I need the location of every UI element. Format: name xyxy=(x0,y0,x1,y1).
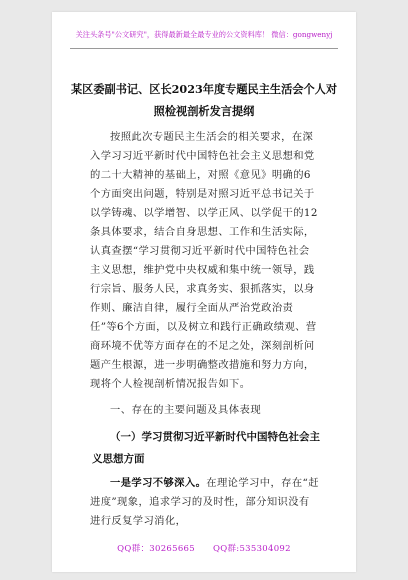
point-lead: 一是学习不够深入。 xyxy=(110,477,207,489)
footer-qq-group-1: QQ群：30265665 xyxy=(117,544,195,554)
footer-contacts xyxy=(52,542,356,554)
document-page xyxy=(52,12,356,572)
header-divider xyxy=(70,48,338,49)
section-heading: 一、存在的主要问题及具体表现 xyxy=(110,404,262,416)
header-banner: 关注头条号"公文研究"，获得最新最全最专业的公文资料库！ 微信：gongwenyj xyxy=(75,30,333,39)
footer-qq-group-2: QQ群:535304092 xyxy=(212,544,291,554)
subsection-heading: （一）学习贯彻习近平新时代中国特色社会主义思想方面 xyxy=(92,431,320,465)
intro-paragraph: 按照此次专题民主生活会的相关要求，在深入学习习近平新时代中国特色社会主义思想和党的二十大精神的基础上，对照《意见》明确的6个方面突出问题，特别是对照习近平总书记关于以学铸魂、以学增智、以学正风、以学促干的12条具体要求，结合自身思想、工作和生活实际，认真查摆“学习贯彻习近平新时代中国特色社会主义思想，维护党中央权威和集中统一领导，践行宗旨、服务人民，求真务实、狠抓落实，以身作则、廉洁自律，履行全面从严治党政治责任”等6个方面，以及树立和践行正确政绩观、营商环境不优等方面存在的不足之处，深刻剖析问题产生根源，进一步明确整改措施和努力方向，现将个人检视剖析情况报告如下。 xyxy=(90,131,318,390)
point-text: 在理论学习中，存在“赶进度”现象，追求学习的及时性，部分知识没有进行反复学习消化， xyxy=(90,477,319,527)
point-paragraph xyxy=(90,474,320,531)
document-title: 某区委副书记、区长2023年度专题民主生活会个人对照检视剖析发言提纲 xyxy=(70,82,338,118)
